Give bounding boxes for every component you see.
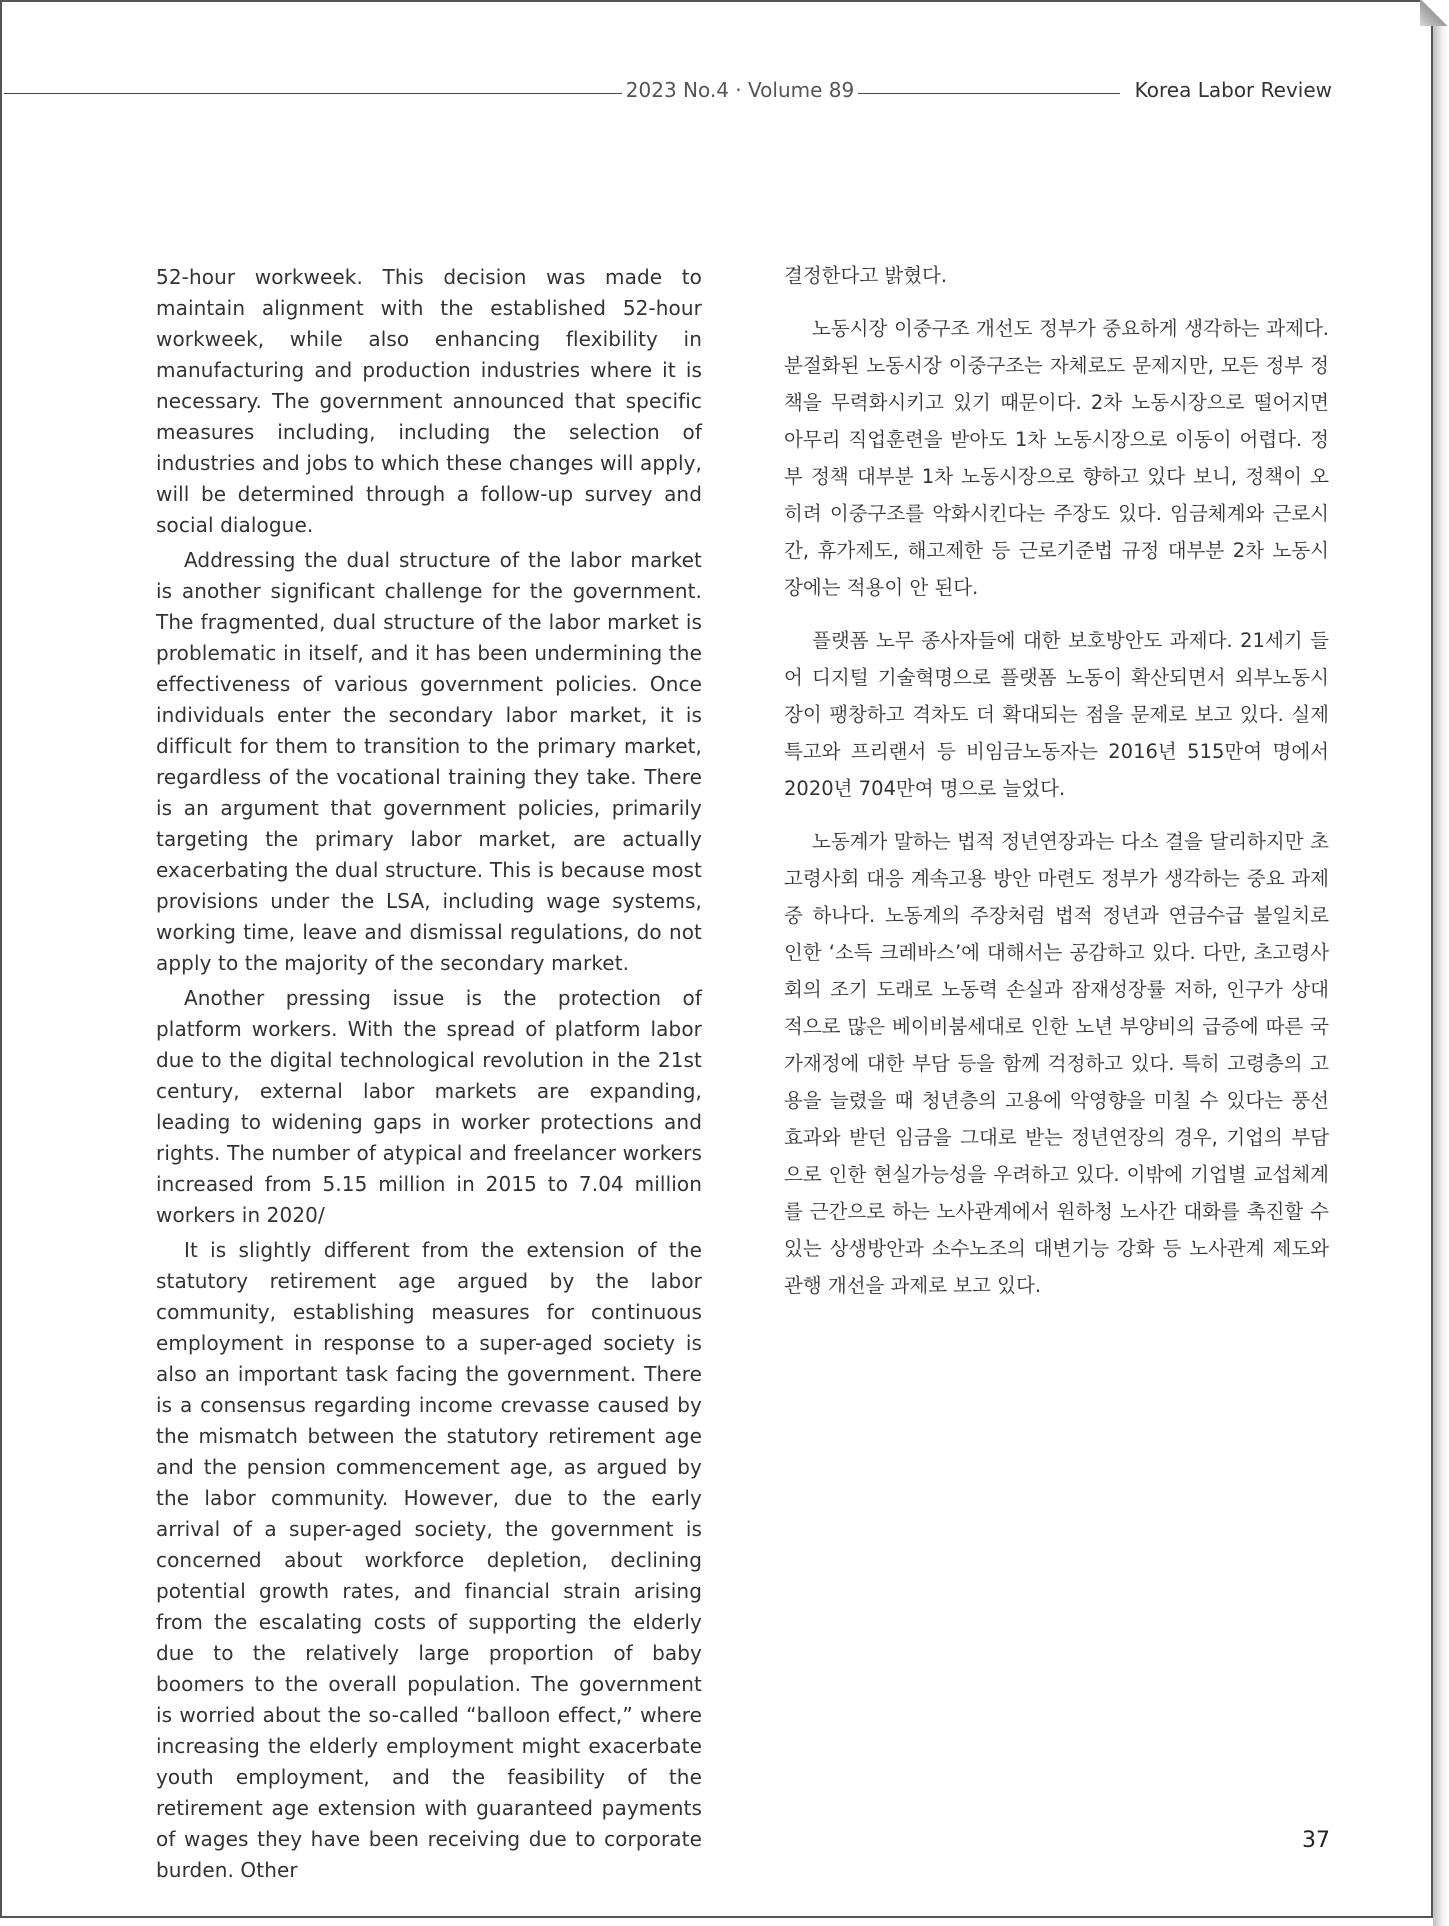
header-issue-info: 2023 No.4 · Volume 89 xyxy=(625,78,855,102)
page-number: 37 xyxy=(1302,1828,1330,1853)
english-paragraph: Another pressing issue is the protection of platform workers. With the spread of platform labor due to the digital technological revolution in the 21st century, external labor markets are expanding, leading to widening gaps in worker protections and rights. The number of atypical and freelancer workers increased from 5.15 million in 2015 to 7.04 million workers in 2020/ xyxy=(156,986,702,1227)
english-text-column xyxy=(156,262,702,1890)
english-paragraph: It is slightly different from the extension of the statutory retirement age argued by the labor community, establishing measures for continuous employment in response to a super-aged society is also an important task facing the government. There is a consensus regarding income crevasse caused by the mismatch between the statutory retirement age and the pension commencement age, as argued by the labor community. However, due to the early arrival of a super-aged society, the government is concerned about workforce depletion, declining potential growth rates, and financial strain arising from the escalating costs of supporting the elderly due to the relatively large proportion of baby boomers to the overall population. The government is worried about the so-called “balloon effect,” where increasing the elderly employment might exacerbate youth employment, and the feasibility of the retirement age extension with guaranteed payments of wages they have been receiving due to corporate burden. Other xyxy=(156,1238,702,1882)
english-paragraph: 52-hour workweek. This decision was made to maintain alignment with the established 52-hour workweek, while also enhancing flexibility in manufacturing and production industries where it is necessary. The government announced that specific measures including, including the selection of industries and jobs to which these changes will apply, will be determined through a follow-up survey and social dialogue. xyxy=(156,265,702,537)
korean-text-column xyxy=(784,257,1329,1320)
header-rule-left xyxy=(4,93,622,94)
english-paragraph: Addressing the dual structure of the labor market is another significant challenge for the government. The fragmented, dual structure of the labor market is problematic in itself, and it has been undermining the effectiveness of various government policies. Once individuals enter the secondary labor market, it is difficult for them to transition to the primary market, regardless of the vocational training they take. There is an argument that government policies, primarily targeting the primary labor market, are actually exacerbating the dual structure. This is because most provisions under the LSA, including wage systems, working time, leave and dismissal regulations, do not apply to the majority of the secondary market. xyxy=(156,548,702,975)
header-journal-title: Korea Labor Review xyxy=(1134,78,1332,102)
page-edge-shadow xyxy=(1433,0,1449,1926)
page-corner-fold xyxy=(1420,0,1449,26)
korean-paragraph: 노동시장 이중구조 개선도 정부가 중요하게 생각하는 과제다. 분절화된 노동시장 이중구조는 자체로도 문제지만, 모든 정부 정책을 무력화시키고 있기 때문이다. 2차 노동시장으로 떨어지면 아무리 직업훈련을 받아도 1차 노동시장으로 이동이 어렵다. 정부 정책 대부분 1차 노동시장으로 향하고 있다 보니, 정책이 오히려 이중구조를 악화시킨다는 주장도 있다. 임금체계와 근로시간, 휴가제도, 해고제한 등 근로기준법 규정 대부분 2차 노동시장에는 적용이 안 된다. xyxy=(784,317,1329,599)
korean-paragraph: 노동계가 말하는 법적 정년연장과는 다소 결을 달리하지만 초고령사회 대응 계속고용 방안 마련도 정부가 생각하는 중요 과제 중 하나다. 노동계의 주장처럼 법적 정년과 연금수급 불일치로 인한 ‘소득 크레바스’에 대해서는 공감하고 있다. 다만, 초고령사회의 조기 도래로 노동력 손실과 잠재성장률 저하, 인구가 상대적으로 많은 베이비붐세대로 인한 노년 부양비의 급증에 따른 국가재정에 대한 부담 등을 함께 걱정하고 있다. 특히 고령층의 고용을 늘렸을 때 청년층의 고용에 악영향을 미칠 수 있다는 풍선효과와 받던 임금을 그대로 받는 정년연장의 경우, 기업의 부담으로 인한 현실가능성을 우려하고 있다. 이밖에 기업별 교섭체계를 근간으로 하는 노사관계에서 원하청 노사간 대화를 촉진할 수 있는 상생방안과 소수노조의 대변기능 강화 등 노사관계 제도와 관행 개선을 과제로 보고 있다. xyxy=(784,830,1329,1297)
header-rule-middle xyxy=(858,93,1120,94)
korean-paragraph: 플랫폼 노무 종사자들에 대한 보호방안도 과제다. 21세기 들어 디지털 기술혁명으로 플랫폼 노동이 확산되면서 외부노동시장이 팽창하고 격차도 더 확대되는 점을 문제로 보고 있다. 실제 특고와 프리랜서 등 비임금노동자는 2016년 515만여 명에서 2020년 704만여 명으로 늘었다. xyxy=(784,629,1329,800)
korean-paragraph: 결정한다고 밝혔다. xyxy=(784,264,948,287)
